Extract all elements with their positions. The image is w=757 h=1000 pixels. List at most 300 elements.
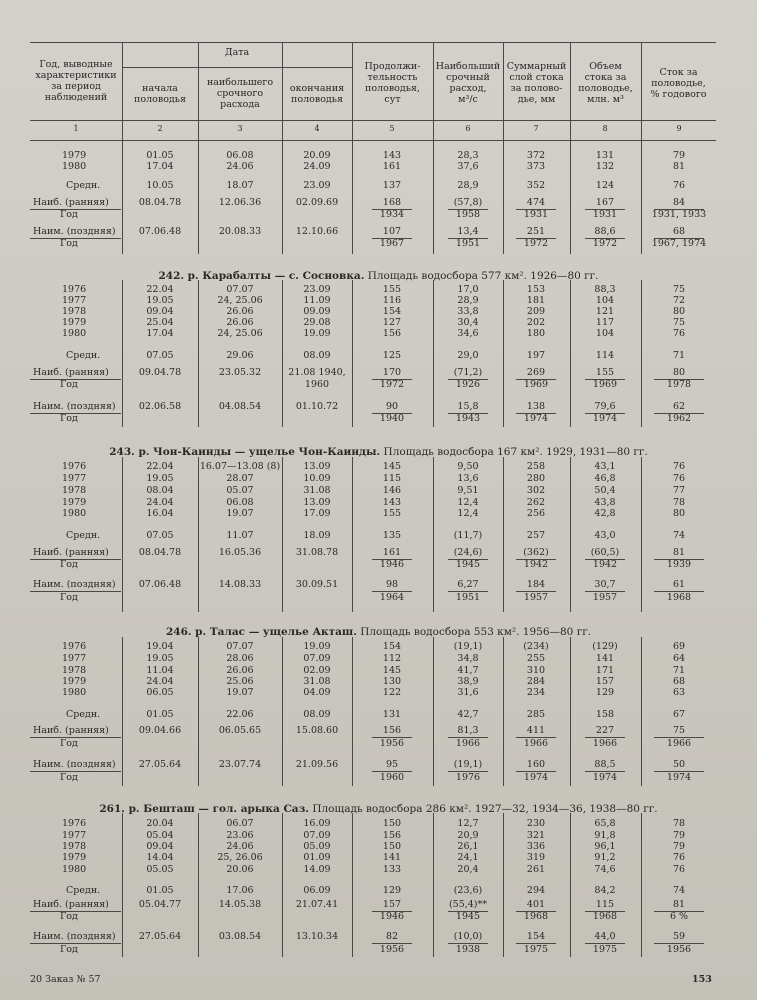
table-cell: 156 (382, 328, 402, 339)
table-cell: 1975 (592, 944, 618, 955)
header-annual-share-line: половодье, (651, 77, 706, 89)
row-label: 1980 (62, 161, 87, 172)
table-cell: 1967 (379, 238, 405, 249)
table-cell: 310 (526, 665, 546, 676)
table-cell: 155 (382, 284, 402, 295)
table-cell: 25.04 (146, 317, 174, 328)
station-name: 242. р. Карабалты — с. Сосновка. (158, 270, 365, 282)
table-cell: 72 (672, 295, 686, 306)
section-title (0, 271, 757, 282)
table-cell: 09.09 (303, 306, 331, 317)
row-label: 1976 (62, 641, 87, 652)
table-cell: 41,7 (457, 665, 479, 676)
table-cell: 1974 (592, 413, 618, 424)
table-cell: 02.09 (303, 665, 331, 676)
table-cell: 44,0 (594, 931, 616, 942)
row-label: 1979 (62, 150, 87, 161)
table-top-rule (30, 42, 716, 43)
table-cell: 17.04 (146, 161, 174, 172)
table-cell: 20.04 (146, 818, 174, 829)
section-title (0, 627, 757, 638)
table-cell: 06.09 (303, 885, 331, 896)
table-cell: 33,8 (457, 306, 479, 317)
column-divider (352, 42, 353, 254)
table-cell: 96,1 (594, 841, 616, 852)
table-cell: 06.08 (226, 497, 254, 508)
table-cell: 88,6 (594, 226, 616, 237)
table-cell: 121 (595, 306, 615, 317)
header-runoff-depth-line: слой стока (509, 71, 564, 83)
header-year-characteristics-line: за период (51, 80, 101, 92)
table-cell: 24,1 (457, 852, 479, 863)
table-cell: 19.09 (303, 641, 331, 652)
table-cell: 14.05.38 (218, 899, 262, 910)
table-cell: 104 (595, 328, 615, 339)
table-cell: 14.04 (146, 852, 174, 863)
table-cell: 12,4 (457, 508, 479, 519)
table-cell: 13.09 (303, 497, 331, 508)
table-cell: 80 (672, 508, 686, 519)
column-numbers-rule (30, 140, 716, 141)
table-cell: 321 (526, 830, 546, 841)
row-label: 1979 (62, 317, 87, 328)
row-label: 1980 (62, 508, 87, 519)
table-cell: 141 (595, 653, 615, 664)
table-cell: 16.09 (303, 818, 331, 829)
table-cell: 09.04.78 (138, 367, 182, 378)
table-cell: 79 (672, 150, 686, 161)
table-cell: 1969 (523, 379, 549, 390)
table-cell: 170 (382, 367, 402, 378)
header-duration-line: половодья, (365, 82, 420, 94)
table-cell: 1942 (523, 559, 549, 570)
table-cell: 20,4 (457, 864, 479, 875)
table-cell: 9,51 (457, 485, 479, 496)
table-cell: 84,2 (594, 885, 616, 896)
table-cell: 20.08.33 (218, 226, 262, 237)
header-end-date-line: половодья (291, 93, 343, 105)
table-cell: 230 (526, 818, 546, 829)
column-number: 4 (314, 124, 320, 133)
station-name: 261. р. Бешташ — гол. арыка Саз. (99, 803, 309, 815)
table-cell: 61 (672, 579, 686, 590)
column-number: 2 (157, 124, 163, 133)
table-cell: 80 (672, 367, 686, 378)
row-label: 1978 (62, 485, 87, 496)
table-cell: 336 (526, 841, 546, 852)
table-cell: 42,7 (457, 709, 479, 720)
table-cell: 79 (672, 830, 686, 841)
header-start-date (122, 84, 198, 106)
table-cell: 127 (382, 317, 402, 328)
table-cell: 23.06 (226, 830, 254, 841)
table-cell: 76 (672, 461, 686, 472)
table-cell: 171 (595, 665, 615, 676)
table-cell: 125 (382, 350, 402, 361)
section-title (0, 804, 757, 815)
table-cell: 05.04 (146, 830, 174, 841)
table-cell: 76 (672, 180, 686, 191)
table-cell: 6 % (669, 911, 689, 922)
table-cell: 1945 (455, 559, 481, 570)
table-cell: 05.04.77 (138, 899, 182, 910)
table-cell: 133 (382, 864, 402, 875)
table-cell: 19.05 (146, 473, 174, 484)
table-cell: 11.07 (226, 530, 254, 541)
table-cell: 16.05.36 (218, 547, 262, 558)
table-cell: 401 (526, 899, 546, 910)
table-cell: 24.06 (226, 841, 254, 852)
table-cell: 07.07 (226, 641, 254, 652)
table-cell: 29.06 (226, 350, 254, 361)
table-cell: 284 (526, 676, 546, 687)
table-cell: 71 (672, 665, 686, 676)
table-cell: 81,3 (457, 725, 479, 736)
table-cell: 05.07 (226, 485, 254, 496)
table-cell: 104 (595, 295, 615, 306)
table-cell: 1958 (455, 209, 481, 220)
table-cell: 114 (595, 350, 615, 361)
table-cell: 74 (672, 885, 686, 896)
table-cell: 209 (526, 306, 546, 317)
station-details: Площадь водосбора 577 км². 1926—80 гг. (367, 270, 599, 282)
row-label: Наиб. (ранняя) (33, 725, 109, 736)
header-runoff-volume-line: стока за (584, 71, 627, 83)
table-cell: (11,7) (453, 530, 483, 541)
row-label: 1976 (62, 818, 87, 829)
table-cell: 26.06 (226, 306, 254, 317)
header-end-date (282, 84, 352, 106)
table-cell: 1931 (592, 209, 618, 220)
row-label: Год (60, 413, 78, 424)
table-cell: 27.05.64 (138, 759, 182, 770)
table-cell: 137 (382, 180, 402, 191)
header-year-characteristics-line: наблюдений (44, 91, 108, 103)
table-cell: 6,27 (457, 579, 479, 590)
table-cell: 88,5 (594, 759, 616, 770)
table-cell: 258 (526, 461, 546, 472)
table-cell: 1966 (455, 738, 481, 749)
table-cell: 255 (526, 653, 546, 664)
table-cell: 16.07—13.08 (8) (199, 461, 281, 472)
table-cell: 75 (672, 317, 686, 328)
table-cell: 10.05 (146, 180, 174, 191)
table-cell: 156 (382, 830, 402, 841)
table-cell: 1974 (523, 413, 549, 424)
header-peak-date-line: срочного (216, 87, 264, 99)
table-cell: 28.07 (226, 473, 254, 484)
table-cell: 23.07.74 (218, 759, 262, 770)
column-divider (503, 42, 504, 254)
row-label: 1979 (62, 497, 87, 508)
table-cell: 17.09 (303, 508, 331, 519)
table-cell: 07.05 (146, 530, 174, 541)
table-cell: 124 (595, 180, 615, 191)
table-cell: 01.05 (146, 885, 174, 896)
table-cell: 81 (672, 547, 686, 558)
header-year-characteristics (30, 60, 122, 104)
header-duration-line: тельность (367, 71, 418, 83)
column-divider (433, 42, 434, 254)
row-label: Год (60, 379, 78, 390)
header-runoff-depth-line: Суммарный (506, 61, 567, 72)
table-cell: 76 (672, 328, 686, 339)
header-runoff-volume-line: половодье, (578, 82, 633, 94)
table-cell: 1951 (455, 238, 481, 249)
table-cell: 157 (382, 899, 402, 910)
header-max-discharge-line: Наибольший (435, 61, 501, 72)
table-cell: 30,4 (457, 317, 479, 328)
table-cell: 153 (526, 284, 546, 295)
table-cell: 158 (595, 709, 615, 720)
table-cell: 07.05 (146, 350, 174, 361)
table-cell: 26.06 (226, 317, 254, 328)
table-cell: 132 (595, 161, 615, 172)
header-duration (352, 62, 433, 106)
date-group-rule (122, 67, 352, 68)
table-cell: 269 (526, 367, 546, 378)
table-cell: 107 (382, 226, 402, 237)
table-cell: 31.08 (303, 485, 331, 496)
table-cell: 1966 (592, 738, 618, 749)
table-cell: (19,1) (453, 641, 483, 652)
table-cell: 1966 (666, 738, 692, 749)
table-cell: 1974 (523, 772, 549, 783)
table-cell: 46,8 (594, 473, 616, 484)
table-cell: 25.06 (226, 676, 254, 687)
table-cell: 1978 (666, 379, 692, 390)
table-cell: 24.06 (226, 161, 254, 172)
table-cell: 1968 (523, 911, 549, 922)
table-cell: 1972 (379, 379, 405, 390)
table-cell: 34,8 (457, 653, 479, 664)
table-cell: 227 (595, 725, 615, 736)
table-cell: 90 (385, 401, 399, 412)
table-cell: (60,5) (590, 547, 620, 558)
table-cell: 138 (526, 401, 546, 412)
table-cell: 20,9 (457, 830, 479, 841)
table-cell: 18.07 (226, 180, 254, 191)
table-cell: 24.04 (146, 676, 174, 687)
column-number: 7 (533, 124, 539, 133)
row-label: 1977 (62, 473, 87, 484)
table-cell: 19.05 (146, 653, 174, 664)
table-cell: 65,8 (594, 818, 616, 829)
table-cell: 13,4 (457, 226, 479, 237)
table-cell: 474 (526, 197, 546, 208)
table-cell: 34,6 (457, 328, 479, 339)
table-cell: 1945 (455, 911, 481, 922)
table-cell: 1943 (455, 413, 481, 424)
table-cell: 14.09 (303, 864, 331, 875)
row-label: Год (60, 238, 78, 249)
table-cell: 1960 (379, 772, 405, 783)
table-cell: 116 (382, 295, 402, 306)
table-cell: 294 (526, 885, 546, 896)
table-cell: 372 (526, 150, 546, 161)
table-cell: 09.04 (146, 841, 174, 852)
table-cell: 07.09 (303, 830, 331, 841)
table-cell: 76 (672, 852, 686, 863)
table-cell: 1934 (379, 209, 405, 220)
table-cell: 302 (526, 485, 546, 496)
table-cell: 150 (382, 818, 402, 829)
table-cell: 25, 26.06 (217, 852, 263, 863)
table-cell: 06.05.65 (218, 725, 262, 736)
table-cell: 79,6 (594, 401, 616, 412)
section-title (0, 447, 757, 458)
table-cell: 04.08.54 (218, 401, 262, 412)
table-cell: 29.08 (303, 317, 331, 328)
table-cell: 141 (382, 852, 402, 863)
header-duration-line: сут (384, 93, 401, 105)
column-divider (198, 42, 199, 254)
table-cell: 91,8 (594, 830, 616, 841)
row-label: Наиб. (ранняя) (33, 547, 109, 558)
header-peak-date-line: расхода (220, 98, 260, 110)
header-end-date-line: окончания (289, 83, 345, 94)
table-cell: 1967, 1974 (651, 238, 707, 249)
row-label: Наиб. (ранняя) (33, 899, 109, 910)
table-cell: 75 (672, 284, 686, 295)
table-cell: 184 (526, 579, 546, 590)
header-annual-share-line: Сток за (659, 67, 698, 78)
column-number: 3 (237, 124, 243, 133)
table-cell: 131 (595, 150, 615, 161)
table-cell: 15,8 (457, 401, 479, 412)
table-cell: 24, 25.06 (217, 295, 263, 306)
table-cell: 12.10.66 (295, 226, 339, 237)
table-cell: 1976 (455, 772, 481, 783)
header-max-discharge-line: срочный (446, 71, 490, 83)
row-label: Средн. (66, 885, 101, 896)
table-cell: 19.09 (303, 328, 331, 339)
table-cell: 42,8 (594, 508, 616, 519)
table-cell: 74 (672, 530, 686, 541)
row-label: Год (60, 738, 78, 749)
table-cell: 12,7 (457, 818, 479, 829)
table-cell: 1968 (666, 592, 692, 603)
table-cell: 1974 (666, 772, 692, 783)
table-cell: 131 (382, 709, 402, 720)
page-number: 153 (692, 974, 712, 985)
row-label: 1978 (62, 665, 87, 676)
table-cell: 262 (526, 497, 546, 508)
row-label: 1978 (62, 841, 87, 852)
table-cell: 59 (672, 931, 686, 942)
table-cell: 13.09 (303, 461, 331, 472)
column-divider (122, 42, 123, 254)
table-cell: (19,1) (453, 759, 483, 770)
table-cell: 1946 (379, 911, 405, 922)
table-cell: 115 (595, 899, 615, 910)
table-cell: 43,8 (594, 497, 616, 508)
table-cell: 1956 (666, 944, 692, 955)
table-cell: 1938 (455, 944, 481, 955)
table-cell: 251 (526, 226, 546, 237)
table-cell: 280 (526, 473, 546, 484)
table-cell: 21.09.56 (295, 759, 339, 770)
table-cell: 1957 (592, 592, 618, 603)
station-name: 246. р. Талас — ущелье Акташ. (165, 626, 357, 638)
table-cell: 319 (526, 852, 546, 863)
table-cell: (129) (592, 641, 618, 652)
table-cell: 20.06 (226, 864, 254, 875)
table-cell: 69 (672, 641, 686, 652)
table-cell: 78 (672, 818, 686, 829)
table-cell: 81 (672, 899, 686, 910)
table-cell: 77 (672, 485, 686, 496)
table-cell: 1951 (455, 592, 481, 603)
table-cell: 1972 (592, 238, 618, 249)
table-cell: 1956 (379, 738, 405, 749)
header-max-discharge-line: м³/с (458, 93, 478, 105)
table-cell: 19.04 (146, 641, 174, 652)
row-label: 1979 (62, 676, 87, 687)
table-cell: 79 (672, 841, 686, 852)
station-name: 243. р. Чон-Каинды — ущелье Чон-Каинды. (109, 446, 381, 458)
table-cell: 82 (385, 931, 399, 942)
table-cell: 68 (672, 676, 686, 687)
table-cell: (24,6) (453, 547, 483, 558)
row-label: Год (60, 592, 78, 603)
table-cell: 22.06 (226, 709, 254, 720)
table-cell: 15.08.60 (295, 725, 339, 736)
table-cell: 150 (382, 841, 402, 852)
table-cell: 98 (385, 579, 399, 590)
table-cell: 18.09 (303, 530, 331, 541)
table-cell: 28,9 (457, 180, 479, 191)
table-cell: 63 (672, 687, 686, 698)
table-cell: 26.06 (226, 665, 254, 676)
table-cell: 14.08.33 (218, 579, 262, 590)
table-cell: 1939 (666, 559, 692, 570)
table-cell: 09.04.66 (138, 725, 182, 736)
row-label: Год (60, 944, 78, 955)
row-label: Наим. (поздняя) (33, 579, 116, 590)
header-annual-share (641, 68, 716, 101)
table-cell: 50,4 (594, 485, 616, 496)
row-label: 1980 (62, 864, 87, 875)
table-cell: 160 (526, 759, 546, 770)
table-cell: 145 (382, 461, 402, 472)
table-cell: 1931, 1933 (651, 209, 707, 220)
table-cell: 64 (672, 653, 686, 664)
page-footer: 20 Заказ № 57 (30, 974, 101, 985)
table-cell: 38,9 (457, 676, 479, 687)
row-label: 1976 (62, 461, 87, 472)
row-label: 1977 (62, 295, 87, 306)
row-label: Средн. (66, 530, 101, 541)
table-cell: 08.09 (303, 350, 331, 361)
table-cell: 02.06.58 (138, 401, 182, 412)
table-cell: 71 (672, 350, 686, 361)
table-cell: 01.05 (146, 150, 174, 161)
row-label: 1980 (62, 687, 87, 698)
header-max-discharge-line: расход, (449, 82, 487, 94)
table-cell: 20.09 (303, 150, 331, 161)
table-cell: (71,2) (453, 367, 483, 378)
table-cell: 26,1 (457, 841, 479, 852)
table-cell: 29,0 (457, 350, 479, 361)
table-cell: 156 (382, 725, 402, 736)
table-cell: 17.04 (146, 328, 174, 339)
table-cell: 1960 (304, 379, 330, 390)
row-label: Средн. (66, 709, 101, 720)
table-cell: 135 (382, 530, 402, 541)
table-cell: 28,3 (457, 150, 479, 161)
table-cell: (55,4)** (448, 899, 488, 910)
